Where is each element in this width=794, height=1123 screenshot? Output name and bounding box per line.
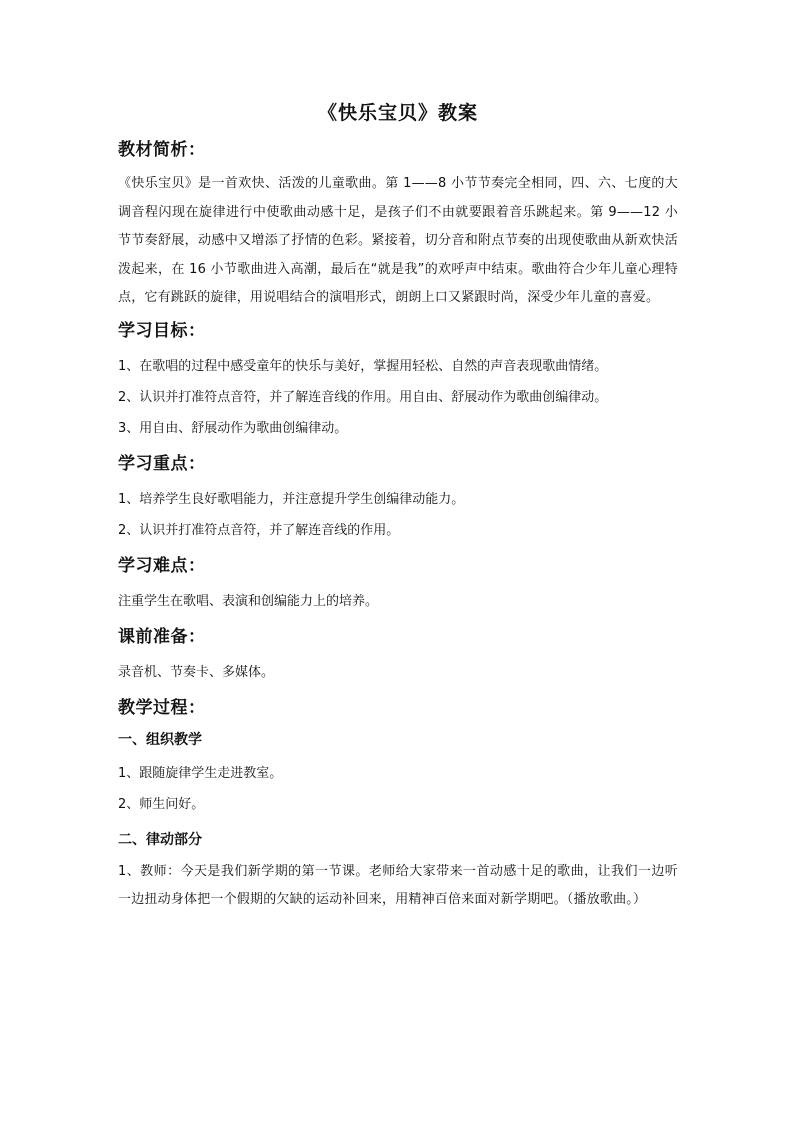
preparation-list <box>118 657 678 688</box>
key-points-list <box>118 484 678 546</box>
preparation-text: 录音机、节奏卡、多媒体。 <box>118 664 275 680</box>
heading-preparation: 课前准备： <box>118 626 206 647</box>
section-key-points <box>118 452 678 546</box>
analysis-paragraph: 《快乐宝贝》是一首欢快、活泼的儿童歌曲。第 1——8 小节节奏完全相同，四、六、七度的大调音程闪现在旋律进行中使歌曲动感十足，是孩子们不由就要跟着音乐跳起来。第 9——12 小节节奏舒展，动感中又增添了抒情的色彩。紧接着，切分音和附点节奏的出现使歌曲从新欢快活泼起来，在 16 小节歌曲进入高潮，最后在“就是我”的欢呼声中结束。歌曲符合少年儿童心理特点，它有跳跃的旋律，用说唱结合的演唱形式，朗朗上口又紧跟时尚，深受少年儿童的喜爱。 <box>118 176 678 305</box>
list-item: 1、培养学生良好歌唱能力，并注意提升学生创编律动能力。 <box>118 491 465 507</box>
goals-list <box>118 351 678 444</box>
document-content <box>118 100 678 919</box>
process-part1-list <box>118 758 678 820</box>
list-item: 2、认识并打准符点音符，并了解连音线的作用。用自由、舒展动作为歌曲创编律动。 <box>118 389 608 405</box>
list-item: 3、用自由、舒展动作为歌曲创编律动。 <box>118 420 348 436</box>
heading-analysis: 教材简析： <box>118 140 206 160</box>
list-item: 2、认识并打准符点音符，并了解连音线的作用。 <box>118 522 400 538</box>
heading-goals: 学习目标： <box>118 320 206 341</box>
list-item: 1、跟随旋律学生走进教室。 <box>118 765 283 781</box>
heading-difficulties: 学习难点： <box>118 555 206 576</box>
heading-process: 教学过程： <box>118 697 206 718</box>
list-item: 1、在歌唱的过程中感受童年的快乐与美好，掌握用轻松、自然的声音表现歌曲情绪。 <box>118 358 608 374</box>
section-analysis <box>118 138 678 313</box>
heading-process-part1: 一、组织教学 <box>118 731 202 748</box>
difficulties-list <box>118 586 678 617</box>
document-title: 《快乐宝贝》教案 <box>317 102 478 124</box>
section-goals <box>118 319 678 444</box>
heading-process-part2: 二、律动部分 <box>118 831 202 848</box>
difficulties-text: 注重学生在歌唱、表演和创编能力上的培养。 <box>118 593 379 609</box>
section-difficulties <box>118 554 678 617</box>
list-item: 2、师生问好。 <box>118 796 205 812</box>
heading-key-points: 学习重点： <box>118 453 206 474</box>
process-part2-paragraph: 1、教师：今天是我们新学期的第一节课。老师给大家带来一首动感十足的歌曲，让我们一边听一边扭动身体把一个假期的欠缺的运动补回来，用精神百倍来面对新学期吧。（播放歌曲。） <box>118 863 678 907</box>
section-preparation <box>118 625 678 688</box>
section-process <box>118 696 678 915</box>
